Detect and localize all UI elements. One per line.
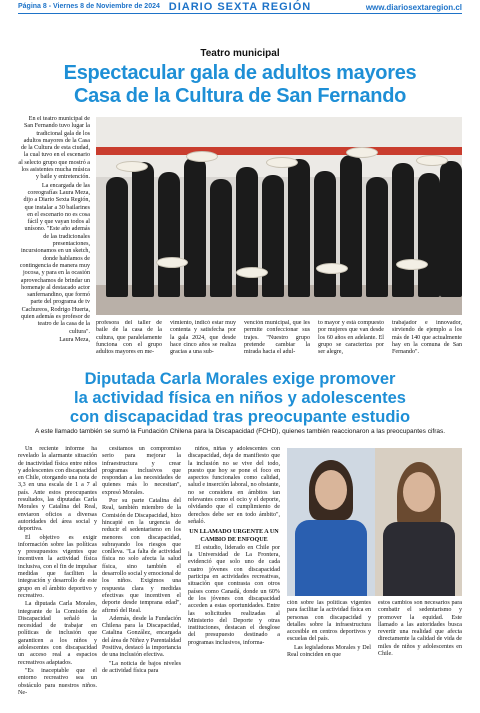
article2-paragraph: El objetivo es exigir información sobre las políticas y presupuestos vigentes que incentiven la actividad física inclusiva, con el fin de impulsar medidas que faciliten la integración y desarrollo de este grupo en el ámbito deportivo y recreativo.: [18, 534, 97, 599]
dancer: [262, 175, 284, 297]
hat-icon: [266, 157, 298, 168]
deputies-photo: [287, 448, 462, 596]
article2-subheading: UN LLAMADO URGENTE A UN CAMBIO DE ENFOQUE: [189, 529, 279, 543]
article1-bottom-columns: [96, 320, 462, 362]
dance-group-photo: [96, 117, 462, 315]
article2-subheadline: A este llamado también se sumó la Fundación Chilena para la Discapacidad (FCHD), quienes también reaccionaron a las preocupantes cifras.: [34, 428, 446, 435]
dancer: [418, 173, 440, 297]
photo-beam: [96, 147, 462, 155]
article1-left-column: [18, 116, 90, 356]
article1-paragraph: La encargada de las coreografías Laura Meza, dijo a Diario Sexta Región, que instalar a 30 bailarines en el escenario no es cosa fácil y que vayan todos al unísono. "Este año además de las tradicionales presentaciones, incursionamos en un sketch, donde hablamos de contingencia de manera muy jocosa, y para en la ocasión aprovechamos de brindar un homenaje al destacado actor sanfernandino, que formó parte del programa de tv Cachureos, Rodrigo Huerta, quien además es profesor de teatro de la casa de la cultura".: [19, 182, 90, 335]
hat-icon: [156, 257, 188, 268]
article2-paragraph: El estudio, liderado en Chile por la Universidad de La Frontera, evidenció que solo uno de cada cuatro jóvenes con discapacidad participa en actividades recreativas, situación que contrasta con otros países como Canadá, donde un 60% de los jóvenes con discapacidad acceden a estas oportunidades. Entre las solicitudes realizadas al Ministerio del Deporte y otras instituciones, destacan el desglose del presupuesto destinado a programas inclusivos, informa-: [188, 544, 280, 646]
article2-column-2: [102, 446, 181, 708]
article2-paragraph: "Es inaceptable que el entorno recreativo sea un obstáculo para nuestros niños. Ne-: [18, 667, 97, 696]
article1-headline: [18, 62, 462, 108]
article2-paragraph: "La noticia de bajos niveles de actividad física para: [102, 660, 181, 674]
article1-headline-line1: Espectacular gala de adultos mayores: [63, 62, 417, 84]
header-rule: [18, 13, 462, 14]
article1-headline-line2: Casa de la Cultura de San Fernando: [73, 85, 407, 107]
article2-paragraph: Por su parte Catalina del Real, también miembro de la Comisión de Discapacidad, hizo hincapié en la urgencia de reducir el sedentarismo en los menores con discapacidad, subrayando los riesgos que conlleva. "La falta de actividad física no solo afecta la salud física, sino también el desarrollo social y emocional de los niños. Exigimos una respuesta clara y medidas efectivas que incentiven el deporte desde temprana edad", afirmó del Real.: [102, 498, 181, 614]
article2-paragraph: Además, desde la Fundación Chilena para la Discapacidad, Catalina González, encargada del área de Niñez y Parentalidad Positiva, destacó la importancia de una inclusión efectiva.: [102, 615, 181, 659]
article1-paragraph: Laura Meza,: [59, 336, 90, 343]
article2-paragraph: niños, niñas y adolescentes con discapacidad, deja de manifiesto que la inclusión no se vive del todo, puesto que hoy se pone el foco en aspectos funcionales como calidad, salud e inserción laboral, no obstante, no se considera en ámbitos tan relevantes como el ocio y el deporte, olvidando que el cumplimiento de derechos debe ser en todo ámbito", señaló.: [188, 446, 280, 525]
article2-paragraph: La diputada Carla Morales, integrante de la Comisión de Discapacidad señaló la necesidad de trabajar en políticas de inclusión que garanticen a los niños y adolescentes con discapacidad un acceso real a espacios recreativos adaptados.: [18, 601, 97, 666]
article2-column-5: [378, 600, 462, 708]
jacket-left: [295, 520, 367, 596]
hat-icon: [116, 161, 148, 172]
dancer: [392, 163, 414, 297]
article1-paragraph: En el teatro municipal de San Fernando tuvo lugar la tradicional gala de los adultos mayores de la Casa de la Cultura de esta ciudad, la cual tuvo en el escenario al selecto grupo que mostró a los asistentes mucha música y baile y entretención.: [18, 116, 90, 181]
hat-icon: [186, 151, 218, 162]
dancer: [440, 161, 462, 297]
article2-headline-line2: la actividad física en niños y adolescentes: [74, 389, 406, 407]
article2-headline-line3: con discapacidad tras preocupante estudio: [69, 408, 411, 426]
hat-icon: [396, 259, 428, 270]
article2-column-1: [18, 446, 97, 708]
article1-kicker: Teatro municipal: [200, 48, 280, 59]
dancer: [314, 171, 336, 297]
dancer: [288, 159, 310, 297]
website-link[interactable]: www.diariosextaregion.cl: [365, 3, 462, 12]
article2-column-3: [188, 446, 280, 708]
article2-paragraph: Las legisladoras Morales y Del Real coinciden en que: [287, 644, 371, 659]
article2-paragraph: Un reciente informe ha revelado la alarmante situación de inactividad física entre niños y adolescentes con discapacidad en Chile, otorgando una nota de 3,3 en una escala de 1 a 7 al país. Ante estos preocupantes resultados, las diputadas Carla Morales y Catalina del Real, enviaron oficios a diversas autoridades del área social y deportiva.: [18, 446, 97, 533]
dancer: [106, 177, 128, 297]
hat-icon: [316, 263, 348, 274]
dancer: [132, 162, 154, 297]
jacket-right: [383, 522, 455, 596]
face-right: [403, 472, 435, 512]
face-left: [315, 470, 347, 510]
hat-icon: [416, 155, 448, 166]
dancer: [340, 155, 362, 297]
article1-column: vimiento, indicó estar muy contenta y satisfecha por la gala 2024, que desde hace cinco años se realiza gracias a una sub-: [170, 320, 236, 356]
hat-icon: [236, 267, 268, 278]
article2-headline: [18, 370, 462, 427]
article1-column: to mayor y está compuesto por mujeres que van desde los 60 años en adelante. El grupo se caracteriza por ser alegre,: [318, 320, 384, 356]
article1-column: vención municipal, que les permite confeccionar sus trajes. "Nuestro grupo pretende cambiar la mirada hacia el adul-: [244, 320, 310, 356]
hat-icon: [346, 147, 378, 158]
page-info: Página 8 - Viernes 8 de Noviembre de 2024: [18, 3, 160, 10]
newspaper-brand: DIARIO SEXTA REGIÓN: [168, 1, 312, 13]
page-header: [0, 0, 480, 40]
dancer: [210, 179, 232, 297]
article2-column-4: [287, 600, 371, 708]
article2-paragraph: estos cambios son necesarios para combatir el sedentarismo y promover la equidad. Este llamado a las autoridades busca revertir una realidad que afecta directamente la calidad de vida de miles de niños y adolescentes en Chile.: [378, 600, 462, 658]
dancer: [158, 172, 180, 297]
article2-paragraph: cesitamos un compromiso serio para mejorar la infraestructura y crear programas inclusivos que respondan a las necesidades de quienes más lo necesitan", expresó Morales.: [102, 446, 181, 496]
article2-headline-line1: Diputada Carla Morales exige promover: [84, 370, 396, 388]
dancer: [366, 177, 388, 297]
dancer: [184, 157, 206, 297]
article1-column: trabajador e innovador, sirviendo de ejemplo a los más de 140 que actualmente hay en la comuna de San Fernando".: [392, 320, 462, 356]
article1-column: profesora del taller de baile de la casa de la cultura, que paralelamente funciona con el grupo adultos mayores en me-: [96, 320, 162, 356]
article2-paragraph: ción sobre las políticas vigentes para facilitar la actividad física en personas con discapacidad y detalles sobre la infraestructura accesible en centros deportivos y escuelas del país.: [287, 600, 371, 643]
